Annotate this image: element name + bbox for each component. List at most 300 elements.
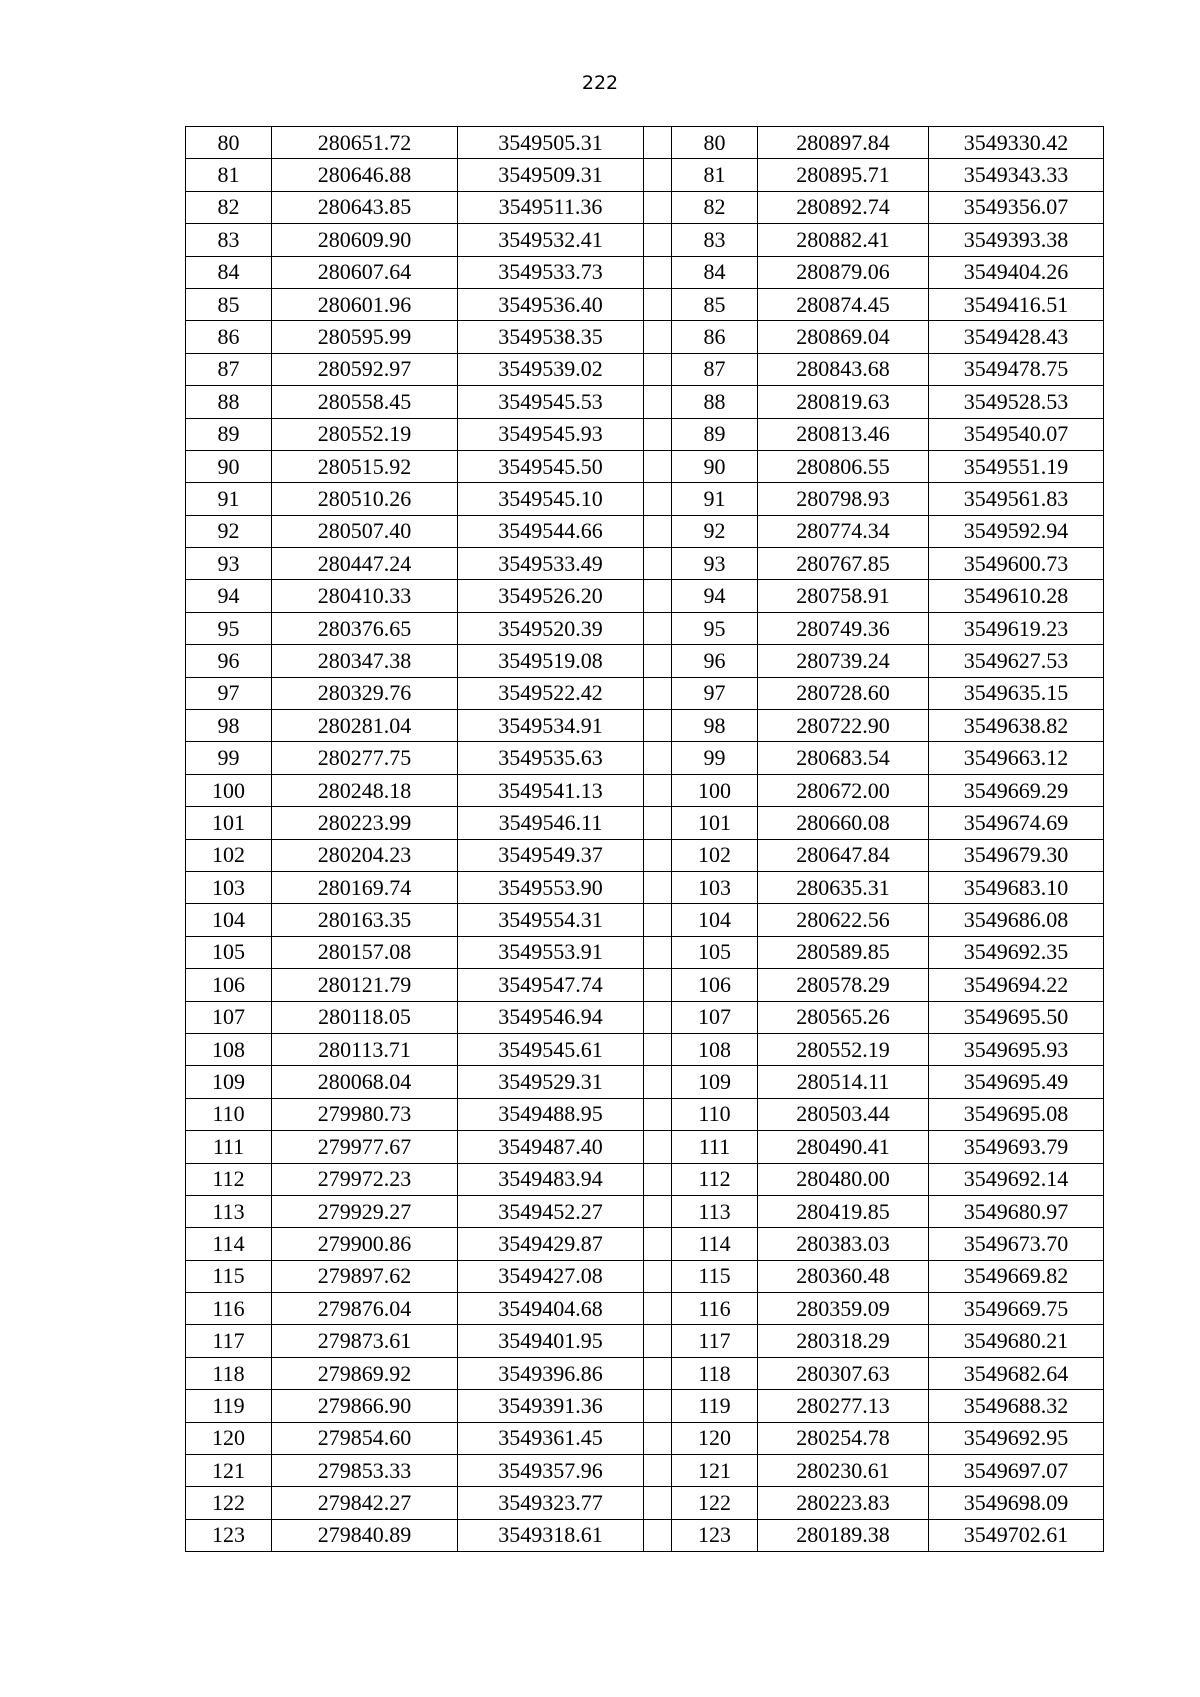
table-row	[186, 1357, 1104, 1389]
page-number: 222	[581, 72, 619, 94]
right-x-coordinate: 280874.45	[758, 288, 929, 320]
spacer-cell	[644, 1487, 672, 1519]
right-point-number: 107	[672, 1001, 758, 1033]
left-x-coordinate: 279897.62	[272, 1260, 458, 1292]
right-y-coordinate: 3549692.14	[929, 1163, 1104, 1195]
right-point-number: 91	[672, 483, 758, 515]
right-x-coordinate: 280882.41	[758, 224, 929, 256]
right-point-number: 93	[672, 548, 758, 580]
left-y-coordinate: 3549488.95	[458, 1098, 644, 1130]
right-y-coordinate: 3549478.75	[929, 353, 1104, 385]
left-x-coordinate: 279900.86	[272, 1228, 458, 1260]
right-x-coordinate: 280552.19	[758, 1033, 929, 1065]
left-y-coordinate: 3549547.74	[458, 969, 644, 1001]
right-x-coordinate: 280647.84	[758, 839, 929, 871]
table-row	[186, 256, 1104, 288]
left-point-number: 92	[186, 515, 272, 547]
right-x-coordinate: 280480.00	[758, 1163, 929, 1195]
table-row	[186, 1293, 1104, 1325]
left-x-coordinate: 280651.72	[272, 127, 458, 159]
left-x-coordinate: 280558.45	[272, 386, 458, 418]
right-point-number: 92	[672, 515, 758, 547]
right-y-coordinate: 3549428.43	[929, 321, 1104, 353]
left-x-coordinate: 279840.89	[272, 1519, 458, 1551]
table-row	[186, 1195, 1104, 1227]
spacer-cell	[644, 1066, 672, 1098]
left-y-coordinate: 3549522.42	[458, 677, 644, 709]
spacer-cell	[644, 1422, 672, 1454]
right-point-number: 89	[672, 418, 758, 450]
right-y-coordinate: 3549673.70	[929, 1228, 1104, 1260]
right-point-number: 113	[672, 1195, 758, 1227]
right-point-number: 84	[672, 256, 758, 288]
spacer-cell	[644, 483, 672, 515]
spacer-cell	[644, 450, 672, 482]
right-point-number: 105	[672, 936, 758, 968]
spacer-cell	[644, 774, 672, 806]
spacer-cell	[644, 1033, 672, 1065]
left-x-coordinate: 280347.38	[272, 645, 458, 677]
left-x-coordinate: 280410.33	[272, 580, 458, 612]
right-x-coordinate: 280728.60	[758, 677, 929, 709]
spacer-cell	[644, 807, 672, 839]
right-point-number: 98	[672, 710, 758, 742]
right-point-number: 95	[672, 612, 758, 644]
table-row	[186, 742, 1104, 774]
left-y-coordinate: 3549427.08	[458, 1260, 644, 1292]
left-x-coordinate: 280507.40	[272, 515, 458, 547]
spacer-cell	[644, 1325, 672, 1357]
table-row	[186, 1519, 1104, 1551]
table-row	[186, 353, 1104, 385]
left-y-coordinate: 3549545.93	[458, 418, 644, 450]
left-point-number: 80	[186, 127, 272, 159]
right-x-coordinate: 280277.13	[758, 1390, 929, 1422]
right-y-coordinate: 3549697.07	[929, 1455, 1104, 1487]
left-point-number: 114	[186, 1228, 272, 1260]
table-row	[186, 1228, 1104, 1260]
right-x-coordinate: 280774.34	[758, 515, 929, 547]
right-x-coordinate: 280578.29	[758, 969, 929, 1001]
left-point-number: 83	[186, 224, 272, 256]
table-row	[186, 774, 1104, 806]
table-row	[186, 159, 1104, 191]
spacer-cell	[644, 288, 672, 320]
right-point-number: 112	[672, 1163, 758, 1195]
left-point-number: 104	[186, 904, 272, 936]
right-y-coordinate: 3549692.95	[929, 1422, 1104, 1454]
left-y-coordinate: 3549509.31	[458, 159, 644, 191]
spacer-cell	[644, 1519, 672, 1551]
left-y-coordinate: 3549519.08	[458, 645, 644, 677]
left-x-coordinate: 280223.99	[272, 807, 458, 839]
left-point-number: 85	[186, 288, 272, 320]
right-y-coordinate: 3549683.10	[929, 871, 1104, 903]
spacer-cell	[644, 256, 672, 288]
table-row	[186, 612, 1104, 644]
right-point-number: 90	[672, 450, 758, 482]
left-y-coordinate: 3549553.91	[458, 936, 644, 968]
right-point-number: 115	[672, 1260, 758, 1292]
right-point-number: 117	[672, 1325, 758, 1357]
left-point-number: 91	[186, 483, 272, 515]
left-y-coordinate: 3549429.87	[458, 1228, 644, 1260]
table-row	[186, 1066, 1104, 1098]
right-point-number: 123	[672, 1519, 758, 1551]
left-y-coordinate: 3549532.41	[458, 224, 644, 256]
left-y-coordinate: 3549554.31	[458, 904, 644, 936]
table-row	[186, 1163, 1104, 1195]
right-point-number: 116	[672, 1293, 758, 1325]
right-point-number: 111	[672, 1131, 758, 1163]
left-y-coordinate: 3549533.73	[458, 256, 644, 288]
right-x-coordinate: 280223.83	[758, 1487, 929, 1519]
left-x-coordinate: 280329.76	[272, 677, 458, 709]
right-y-coordinate: 3549561.83	[929, 483, 1104, 515]
left-x-coordinate: 280248.18	[272, 774, 458, 806]
right-y-coordinate: 3549695.93	[929, 1033, 1104, 1065]
left-point-number: 119	[186, 1390, 272, 1422]
spacer-cell	[644, 321, 672, 353]
left-point-number: 115	[186, 1260, 272, 1292]
right-x-coordinate: 280869.04	[758, 321, 929, 353]
left-x-coordinate: 280510.26	[272, 483, 458, 515]
right-point-number: 97	[672, 677, 758, 709]
left-point-number: 111	[186, 1131, 272, 1163]
left-point-number: 95	[186, 612, 272, 644]
right-point-number: 100	[672, 774, 758, 806]
left-x-coordinate: 280609.90	[272, 224, 458, 256]
left-y-coordinate: 3549396.86	[458, 1357, 644, 1389]
spacer-cell	[644, 839, 672, 871]
left-y-coordinate: 3549533.49	[458, 548, 644, 580]
left-point-number: 108	[186, 1033, 272, 1065]
table-row	[186, 807, 1104, 839]
left-point-number: 87	[186, 353, 272, 385]
right-point-number: 110	[672, 1098, 758, 1130]
spacer-cell	[644, 677, 672, 709]
left-point-number: 101	[186, 807, 272, 839]
right-x-coordinate: 280895.71	[758, 159, 929, 191]
right-point-number: 88	[672, 386, 758, 418]
spacer-cell	[644, 1163, 672, 1195]
table-row	[186, 1422, 1104, 1454]
left-y-coordinate: 3549545.10	[458, 483, 644, 515]
left-point-number: 102	[186, 839, 272, 871]
spacer-cell	[644, 1131, 672, 1163]
right-x-coordinate: 280589.85	[758, 936, 929, 968]
spacer-cell	[644, 1228, 672, 1260]
spacer-cell	[644, 1260, 672, 1292]
right-x-coordinate: 280798.93	[758, 483, 929, 515]
left-y-coordinate: 3549505.31	[458, 127, 644, 159]
left-point-number: 105	[186, 936, 272, 968]
right-y-coordinate: 3549695.49	[929, 1066, 1104, 1098]
left-y-coordinate: 3549538.35	[458, 321, 644, 353]
left-x-coordinate: 280646.88	[272, 159, 458, 191]
right-x-coordinate: 280892.74	[758, 191, 929, 223]
left-x-coordinate: 280281.04	[272, 710, 458, 742]
right-y-coordinate: 3549702.61	[929, 1519, 1104, 1551]
right-point-number: 83	[672, 224, 758, 256]
right-point-number: 96	[672, 645, 758, 677]
left-y-coordinate: 3549404.68	[458, 1293, 644, 1325]
spacer-cell	[644, 1357, 672, 1389]
right-x-coordinate: 280749.36	[758, 612, 929, 644]
spacer-cell	[644, 904, 672, 936]
table-row	[186, 127, 1104, 159]
right-x-coordinate: 280672.00	[758, 774, 929, 806]
right-y-coordinate: 3549610.28	[929, 580, 1104, 612]
table-row	[186, 580, 1104, 612]
spacer-cell	[644, 127, 672, 159]
right-y-coordinate: 3549669.82	[929, 1260, 1104, 1292]
left-x-coordinate: 280376.65	[272, 612, 458, 644]
left-x-coordinate: 279842.27	[272, 1487, 458, 1519]
left-x-coordinate: 280515.92	[272, 450, 458, 482]
left-x-coordinate: 280204.23	[272, 839, 458, 871]
left-y-coordinate: 3549544.66	[458, 515, 644, 547]
right-y-coordinate: 3549686.08	[929, 904, 1104, 936]
table-row	[186, 321, 1104, 353]
table-row	[186, 1325, 1104, 1357]
right-point-number: 119	[672, 1390, 758, 1422]
left-x-coordinate: 280607.64	[272, 256, 458, 288]
left-x-coordinate: 279866.90	[272, 1390, 458, 1422]
spacer-cell	[644, 871, 672, 903]
right-point-number: 86	[672, 321, 758, 353]
left-x-coordinate: 280643.85	[272, 191, 458, 223]
right-x-coordinate: 280514.11	[758, 1066, 929, 1098]
right-y-coordinate: 3549343.33	[929, 159, 1104, 191]
left-point-number: 123	[186, 1519, 272, 1551]
left-x-coordinate: 280447.24	[272, 548, 458, 580]
spacer-cell	[644, 1390, 672, 1422]
table-row	[186, 548, 1104, 580]
left-x-coordinate: 279854.60	[272, 1422, 458, 1454]
right-x-coordinate: 280359.09	[758, 1293, 929, 1325]
right-y-coordinate: 3549693.79	[929, 1131, 1104, 1163]
right-x-coordinate: 280490.41	[758, 1131, 929, 1163]
left-point-number: 110	[186, 1098, 272, 1130]
right-point-number: 120	[672, 1422, 758, 1454]
left-y-coordinate: 3549452.27	[458, 1195, 644, 1227]
right-x-coordinate: 280758.91	[758, 580, 929, 612]
spacer-cell	[644, 191, 672, 223]
left-point-number: 121	[186, 1455, 272, 1487]
left-y-coordinate: 3549546.94	[458, 1001, 644, 1033]
right-y-coordinate: 3549404.26	[929, 256, 1104, 288]
left-point-number: 90	[186, 450, 272, 482]
left-x-coordinate: 280163.35	[272, 904, 458, 936]
spacer-cell	[644, 1293, 672, 1325]
left-point-number: 117	[186, 1325, 272, 1357]
right-point-number: 121	[672, 1455, 758, 1487]
spacer-cell	[644, 580, 672, 612]
right-x-coordinate: 280189.38	[758, 1519, 929, 1551]
spacer-cell	[644, 969, 672, 1001]
left-x-coordinate: 280068.04	[272, 1066, 458, 1098]
left-x-coordinate: 279869.92	[272, 1357, 458, 1389]
left-y-coordinate: 3549520.39	[458, 612, 644, 644]
table-row	[186, 191, 1104, 223]
table-row	[186, 1390, 1104, 1422]
table-row	[186, 904, 1104, 936]
right-x-coordinate: 280360.48	[758, 1260, 929, 1292]
left-point-number: 84	[186, 256, 272, 288]
left-y-coordinate: 3549535.63	[458, 742, 644, 774]
right-y-coordinate: 3549356.07	[929, 191, 1104, 223]
right-point-number: 99	[672, 742, 758, 774]
spacer-cell	[644, 1001, 672, 1033]
left-point-number: 82	[186, 191, 272, 223]
left-point-number: 93	[186, 548, 272, 580]
right-y-coordinate: 3549330.42	[929, 127, 1104, 159]
right-y-coordinate: 3549694.22	[929, 969, 1104, 1001]
table-row	[186, 645, 1104, 677]
left-y-coordinate: 3549545.53	[458, 386, 644, 418]
left-x-coordinate: 279853.33	[272, 1455, 458, 1487]
table-row	[186, 710, 1104, 742]
left-y-coordinate: 3549357.96	[458, 1455, 644, 1487]
right-x-coordinate: 280230.61	[758, 1455, 929, 1487]
left-y-coordinate: 3549529.31	[458, 1066, 644, 1098]
right-y-coordinate: 3549695.08	[929, 1098, 1104, 1130]
right-point-number: 102	[672, 839, 758, 871]
right-point-number: 114	[672, 1228, 758, 1260]
left-y-coordinate: 3549487.40	[458, 1131, 644, 1163]
right-x-coordinate: 280635.31	[758, 871, 929, 903]
spacer-cell	[644, 353, 672, 385]
table-row	[186, 418, 1104, 450]
right-point-number: 94	[672, 580, 758, 612]
right-x-coordinate: 280503.44	[758, 1098, 929, 1130]
left-point-number: 86	[186, 321, 272, 353]
left-y-coordinate: 3549541.13	[458, 774, 644, 806]
left-point-number: 109	[186, 1066, 272, 1098]
left-x-coordinate: 280595.99	[272, 321, 458, 353]
right-y-coordinate: 3549663.12	[929, 742, 1104, 774]
left-y-coordinate: 3549545.50	[458, 450, 644, 482]
table-row	[186, 1033, 1104, 1065]
right-x-coordinate: 280683.54	[758, 742, 929, 774]
left-y-coordinate: 3549361.45	[458, 1422, 644, 1454]
right-y-coordinate: 3549393.38	[929, 224, 1104, 256]
left-x-coordinate: 280552.19	[272, 418, 458, 450]
right-y-coordinate: 3549669.75	[929, 1293, 1104, 1325]
left-x-coordinate: 280113.71	[272, 1033, 458, 1065]
left-y-coordinate: 3549391.36	[458, 1390, 644, 1422]
left-point-number: 107	[186, 1001, 272, 1033]
left-point-number: 100	[186, 774, 272, 806]
right-x-coordinate: 280897.84	[758, 127, 929, 159]
coordinates-table	[185, 126, 1104, 1552]
table-row	[186, 224, 1104, 256]
spacer-cell	[644, 418, 672, 450]
left-y-coordinate: 3549553.90	[458, 871, 644, 903]
right-y-coordinate: 3549680.21	[929, 1325, 1104, 1357]
right-point-number: 122	[672, 1487, 758, 1519]
right-x-coordinate: 280819.63	[758, 386, 929, 418]
right-point-number: 80	[672, 127, 758, 159]
left-point-number: 98	[186, 710, 272, 742]
coordinates-table-body	[186, 127, 1104, 1552]
right-y-coordinate: 3549600.73	[929, 548, 1104, 580]
left-point-number: 81	[186, 159, 272, 191]
right-point-number: 108	[672, 1033, 758, 1065]
left-x-coordinate: 279876.04	[272, 1293, 458, 1325]
spacer-cell	[644, 612, 672, 644]
right-point-number: 81	[672, 159, 758, 191]
right-x-coordinate: 280739.24	[758, 645, 929, 677]
left-y-coordinate: 3549323.77	[458, 1487, 644, 1519]
right-point-number: 106	[672, 969, 758, 1001]
right-point-number: 103	[672, 871, 758, 903]
right-point-number: 82	[672, 191, 758, 223]
table-row	[186, 288, 1104, 320]
left-x-coordinate: 280601.96	[272, 288, 458, 320]
right-y-coordinate: 3549692.35	[929, 936, 1104, 968]
spacer-cell	[644, 548, 672, 580]
table-row	[186, 969, 1104, 1001]
left-point-number: 113	[186, 1195, 272, 1227]
right-y-coordinate: 3549688.32	[929, 1390, 1104, 1422]
right-x-coordinate: 280307.63	[758, 1357, 929, 1389]
table-row	[186, 1455, 1104, 1487]
right-x-coordinate: 280622.56	[758, 904, 929, 936]
left-y-coordinate: 3549511.36	[458, 191, 644, 223]
right-point-number: 104	[672, 904, 758, 936]
right-y-coordinate: 3549592.94	[929, 515, 1104, 547]
right-y-coordinate: 3549680.97	[929, 1195, 1104, 1227]
left-point-number: 103	[186, 871, 272, 903]
table-row	[186, 1260, 1104, 1292]
right-y-coordinate: 3549682.64	[929, 1357, 1104, 1389]
right-x-coordinate: 280879.06	[758, 256, 929, 288]
left-x-coordinate: 280277.75	[272, 742, 458, 774]
left-y-coordinate: 3549545.61	[458, 1033, 644, 1065]
right-point-number: 101	[672, 807, 758, 839]
left-point-number: 96	[186, 645, 272, 677]
left-x-coordinate: 279873.61	[272, 1325, 458, 1357]
spacer-cell	[644, 1098, 672, 1130]
table-row	[186, 1098, 1104, 1130]
right-x-coordinate: 280383.03	[758, 1228, 929, 1260]
right-x-coordinate: 280767.85	[758, 548, 929, 580]
left-point-number: 106	[186, 969, 272, 1001]
table-row	[186, 936, 1104, 968]
left-x-coordinate: 280169.74	[272, 871, 458, 903]
left-point-number: 97	[186, 677, 272, 709]
left-point-number: 116	[186, 1293, 272, 1325]
spacer-cell	[644, 710, 672, 742]
left-x-coordinate: 279977.67	[272, 1131, 458, 1163]
right-y-coordinate: 3549674.69	[929, 807, 1104, 839]
left-x-coordinate: 279972.23	[272, 1163, 458, 1195]
table-row	[186, 483, 1104, 515]
right-x-coordinate: 280318.29	[758, 1325, 929, 1357]
table-row	[186, 386, 1104, 418]
left-y-coordinate: 3549526.20	[458, 580, 644, 612]
right-point-number: 87	[672, 353, 758, 385]
right-point-number: 109	[672, 1066, 758, 1098]
table-row	[186, 871, 1104, 903]
spacer-cell	[644, 224, 672, 256]
right-x-coordinate: 280843.68	[758, 353, 929, 385]
left-x-coordinate: 280118.05	[272, 1001, 458, 1033]
left-x-coordinate: 280121.79	[272, 969, 458, 1001]
left-x-coordinate: 279980.73	[272, 1098, 458, 1130]
